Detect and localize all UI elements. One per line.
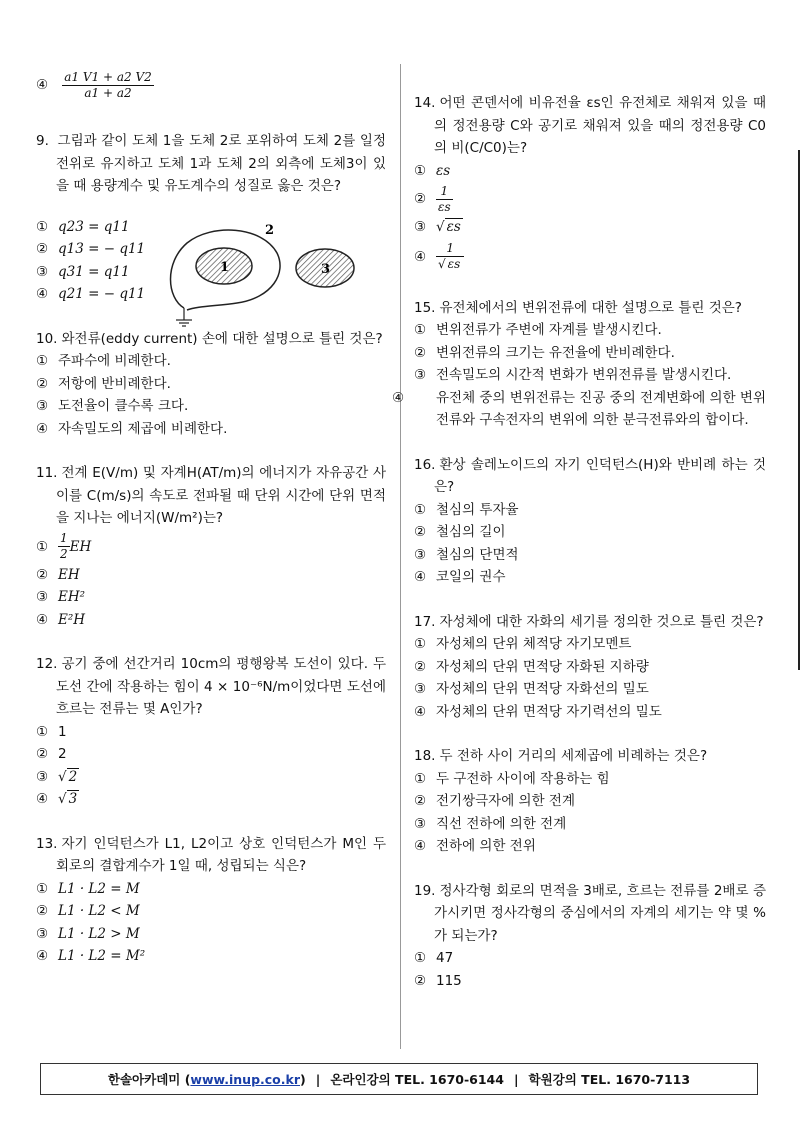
footer-url-link[interactable]: www.inup.co.kr — [190, 1071, 301, 1087]
question-17 — [414, 611, 766, 724]
q10-option-4[interactable]: ④ 자속밀도의 제곱에 비례한다. — [36, 420, 228, 437]
q9-option-2[interactable]: ② q13 = − q11 — [36, 241, 146, 257]
q15-option-3[interactable]: ③ 전속밀도의 시간적 변화가 변위전류를 발생시킨다. — [414, 367, 732, 383]
q18-option-4[interactable]: ④ 전하에 의한 전위 — [414, 838, 536, 854]
footer-academy: 한솔아카데미 ( — [107, 1072, 191, 1087]
q18-option-3[interactable]: ③ 직선 전하에 의한 전계 — [414, 815, 567, 832]
label-conductor-1: 1 — [220, 260, 230, 275]
question-13-stem: 13. 자기 인덕턴스가 L1, L2이고 상호 인덕턴스가 M인 두 회로의 결합계수가 1일 때, 성립되는 식은? — [36, 835, 386, 874]
q9-option-3[interactable]: ③ q31 = q11 — [36, 263, 130, 280]
question-11-stem: 11. 전계 E(V/m) 및 자계H(AT/m)의 에너지가 자유공간 사이를 C(m/s)의 속도로 전파될 때 단위 시간에 단위 면적을 지나는 에너지(W/m²)는? — [36, 465, 386, 526]
footer-separator: | — [315, 1071, 321, 1087]
q11-option-3[interactable]: ③ EH² — [36, 589, 86, 605]
q18-option-1[interactable]: ① 두 구전하 사이에 작용하는 힘 — [414, 770, 610, 787]
q9-conductor-figure — [162, 218, 362, 330]
q10-option-2[interactable]: ② 저항에 반비례한다. — [36, 375, 171, 392]
question-11 — [36, 462, 386, 631]
question-18 — [414, 745, 766, 858]
q14-option-3[interactable]: ③ √ εs — [414, 219, 461, 235]
question-17-stem: 17. 자성체에 대한 자화의 세기를 정의한 것으로 틀린 것은? — [414, 613, 764, 630]
q10-option-3[interactable]: ③ 도전율이 클수록 크다. — [36, 398, 189, 414]
q18-option-2[interactable]: ② 전기쌍극자에 의한 전계 — [414, 793, 575, 809]
question-10 — [36, 328, 386, 441]
q16-option-2[interactable]: ② 철심의 길이 — [414, 524, 506, 540]
q11-option-2[interactable]: ② EH — [36, 566, 80, 583]
q14-option-4[interactable]: ④ $\frac{1}{√ \varepsilon s}$ — [414, 239, 766, 275]
q11-option-1[interactable]: ① $\frac{1}{2}$ EH — [36, 531, 92, 561]
question-18-stem: 18. 두 전하 사이 거리의 세제곱에 비례하는 것은? — [414, 748, 708, 764]
q14-option-1[interactable]: ① εs — [414, 162, 451, 179]
question-15 — [392, 297, 766, 432]
question-14-stem: 14. 어떤 콘덴서에 비유전율 εs인 유전체로 채워져 있을 때의 정전용량 C와 공기로 채워져 있을 때의 정전용량 C0의 비(C/C0)는? — [414, 95, 766, 156]
q11-option-4[interactable]: ④ E²H — [36, 611, 86, 628]
q10-option-1[interactable]: ① 주파수에 비례한다. — [36, 353, 171, 369]
q12-option-1[interactable]: ① 1 — [36, 723, 67, 740]
question-9-stem: 9. 그림과 같이 도체 1을 도체 2로 포위하여 도체 2를 일정 전위로 유지하고 도체 1과 도체 2의 외측에 도체3이 있을 때 용량계수 및 유도계수의 성질로 옳은 것은? — [36, 133, 386, 194]
q17-option-2[interactable]: ② 자성체의 단위 면적당 자화된 지하량 — [414, 658, 649, 675]
q15-option-2[interactable]: ② 변위전류의 크기는 유전율에 반비례한다. — [414, 344, 675, 361]
q13-option-4[interactable]: ④ L1 · L2 = M² — [36, 948, 146, 964]
footer-online-tel: 온라인강의 TEL. 1670-6144 — [330, 1072, 504, 1087]
q17-option-4[interactable]: ④ 자성체의 단위 면적당 자기력선의 밀도 — [414, 703, 662, 720]
q13-option-1[interactable]: ① L1 · L2 = M — [36, 880, 140, 897]
question-19-stem: 19. 정사각형 회로의 면적을 3배로, 흐르는 전류를 2배로 증가시키면 정사각형의 중심에서의 자계의 세기는 약 몇 %가 되는가? — [414, 882, 766, 944]
q8-option-4: ④ $\frac{a1 V1 + a2 V2}{a1 + a2}$ — [36, 69, 152, 100]
question-16 — [414, 454, 766, 589]
q17-option-3[interactable]: ③ 자성체의 단위 면적당 자화선의 밀도 — [414, 681, 649, 697]
q9-option-1[interactable]: ① q23 = q11 — [36, 218, 130, 235]
question-13 — [36, 833, 386, 968]
question-19 — [414, 880, 766, 993]
column-divider — [400, 64, 401, 1049]
q8-fraction: $\frac{a1 V1 + a2 V2}{a1 + a2}$ — [64, 69, 152, 100]
question-15-stem: 15. 유전체에서의 변위전류에 대한 설명으로 틀린 것은? — [414, 299, 742, 316]
question-12 — [36, 653, 386, 811]
label-conductor-2: 2 — [265, 223, 275, 238]
page-footer: 한솔아카데미 ( www.inup.co.kr ) | 온라인강의 TEL. 1670-6144 | 학원강의 TEL. 1670-7113 — [40, 1063, 758, 1095]
question-16-stem: 16. 환상 솔레노이드의 자기 인덕턴스(H)와 반비례 하는 것은? — [414, 456, 766, 495]
q17-option-1[interactable]: ① 자성체의 단위 체적당 자기모멘트 — [414, 636, 632, 652]
q13-option-3[interactable]: ③ L1 · L2 > M — [36, 925, 140, 942]
q15-option-4[interactable]: ④ 유전체 중의 변위전류는 진공 중의 전계변화에 의한 변위전류와 구속전자의 변위에 의한 분극전류와의 합이다. — [392, 389, 766, 428]
q12-option-4[interactable]: ④ √ 3 — [36, 791, 78, 807]
q16-option-3[interactable]: ③ 철심의 단면적 — [414, 546, 519, 563]
q15-option-1[interactable]: ① 변위전류가 주변에 자계를 발생시킨다. — [414, 322, 662, 338]
q16-option-4[interactable]: ④ 코일의 권수 — [414, 569, 506, 585]
q14-option-2[interactable]: ② $\frac{1}{\varepsilon s}$ — [414, 183, 451, 214]
q16-option-1[interactable]: ① 철심의 투자율 — [414, 501, 519, 518]
q19-option-1[interactable]: ① 47 — [414, 950, 454, 966]
question-14 — [414, 92, 766, 275]
footer-separator: | — [513, 1071, 519, 1087]
q12-option-3[interactable]: ③ √ 2 — [36, 768, 78, 785]
right-column — [392, 92, 766, 1014]
question-12-stem: 12. 공기 중에 선간거리 10cm의 평행왕복 도선이 있다. 두 도선 간에 작용하는 힘이 4 × 10⁻⁶N/m이었다면 도선에 흐르는 전류는 몇 A인가? — [36, 656, 386, 717]
q9-option-4[interactable]: ④ q21 = − q11 — [36, 286, 146, 302]
question-10-stem: 10. 와전류(eddy current) 손에 대한 설명으로 틀린 것은? — [36, 330, 383, 347]
left-column — [36, 68, 386, 990]
q13-option-2[interactable]: ② L1 · L2 < M — [36, 903, 140, 919]
q19-option-2[interactable]: ② 115 — [414, 972, 462, 989]
label-conductor-3: 3 — [321, 262, 331, 277]
q12-option-2[interactable]: ② 2 — [36, 746, 67, 762]
footer-offline-tel: 학원강의 TEL. 1670-7113 — [528, 1072, 691, 1087]
